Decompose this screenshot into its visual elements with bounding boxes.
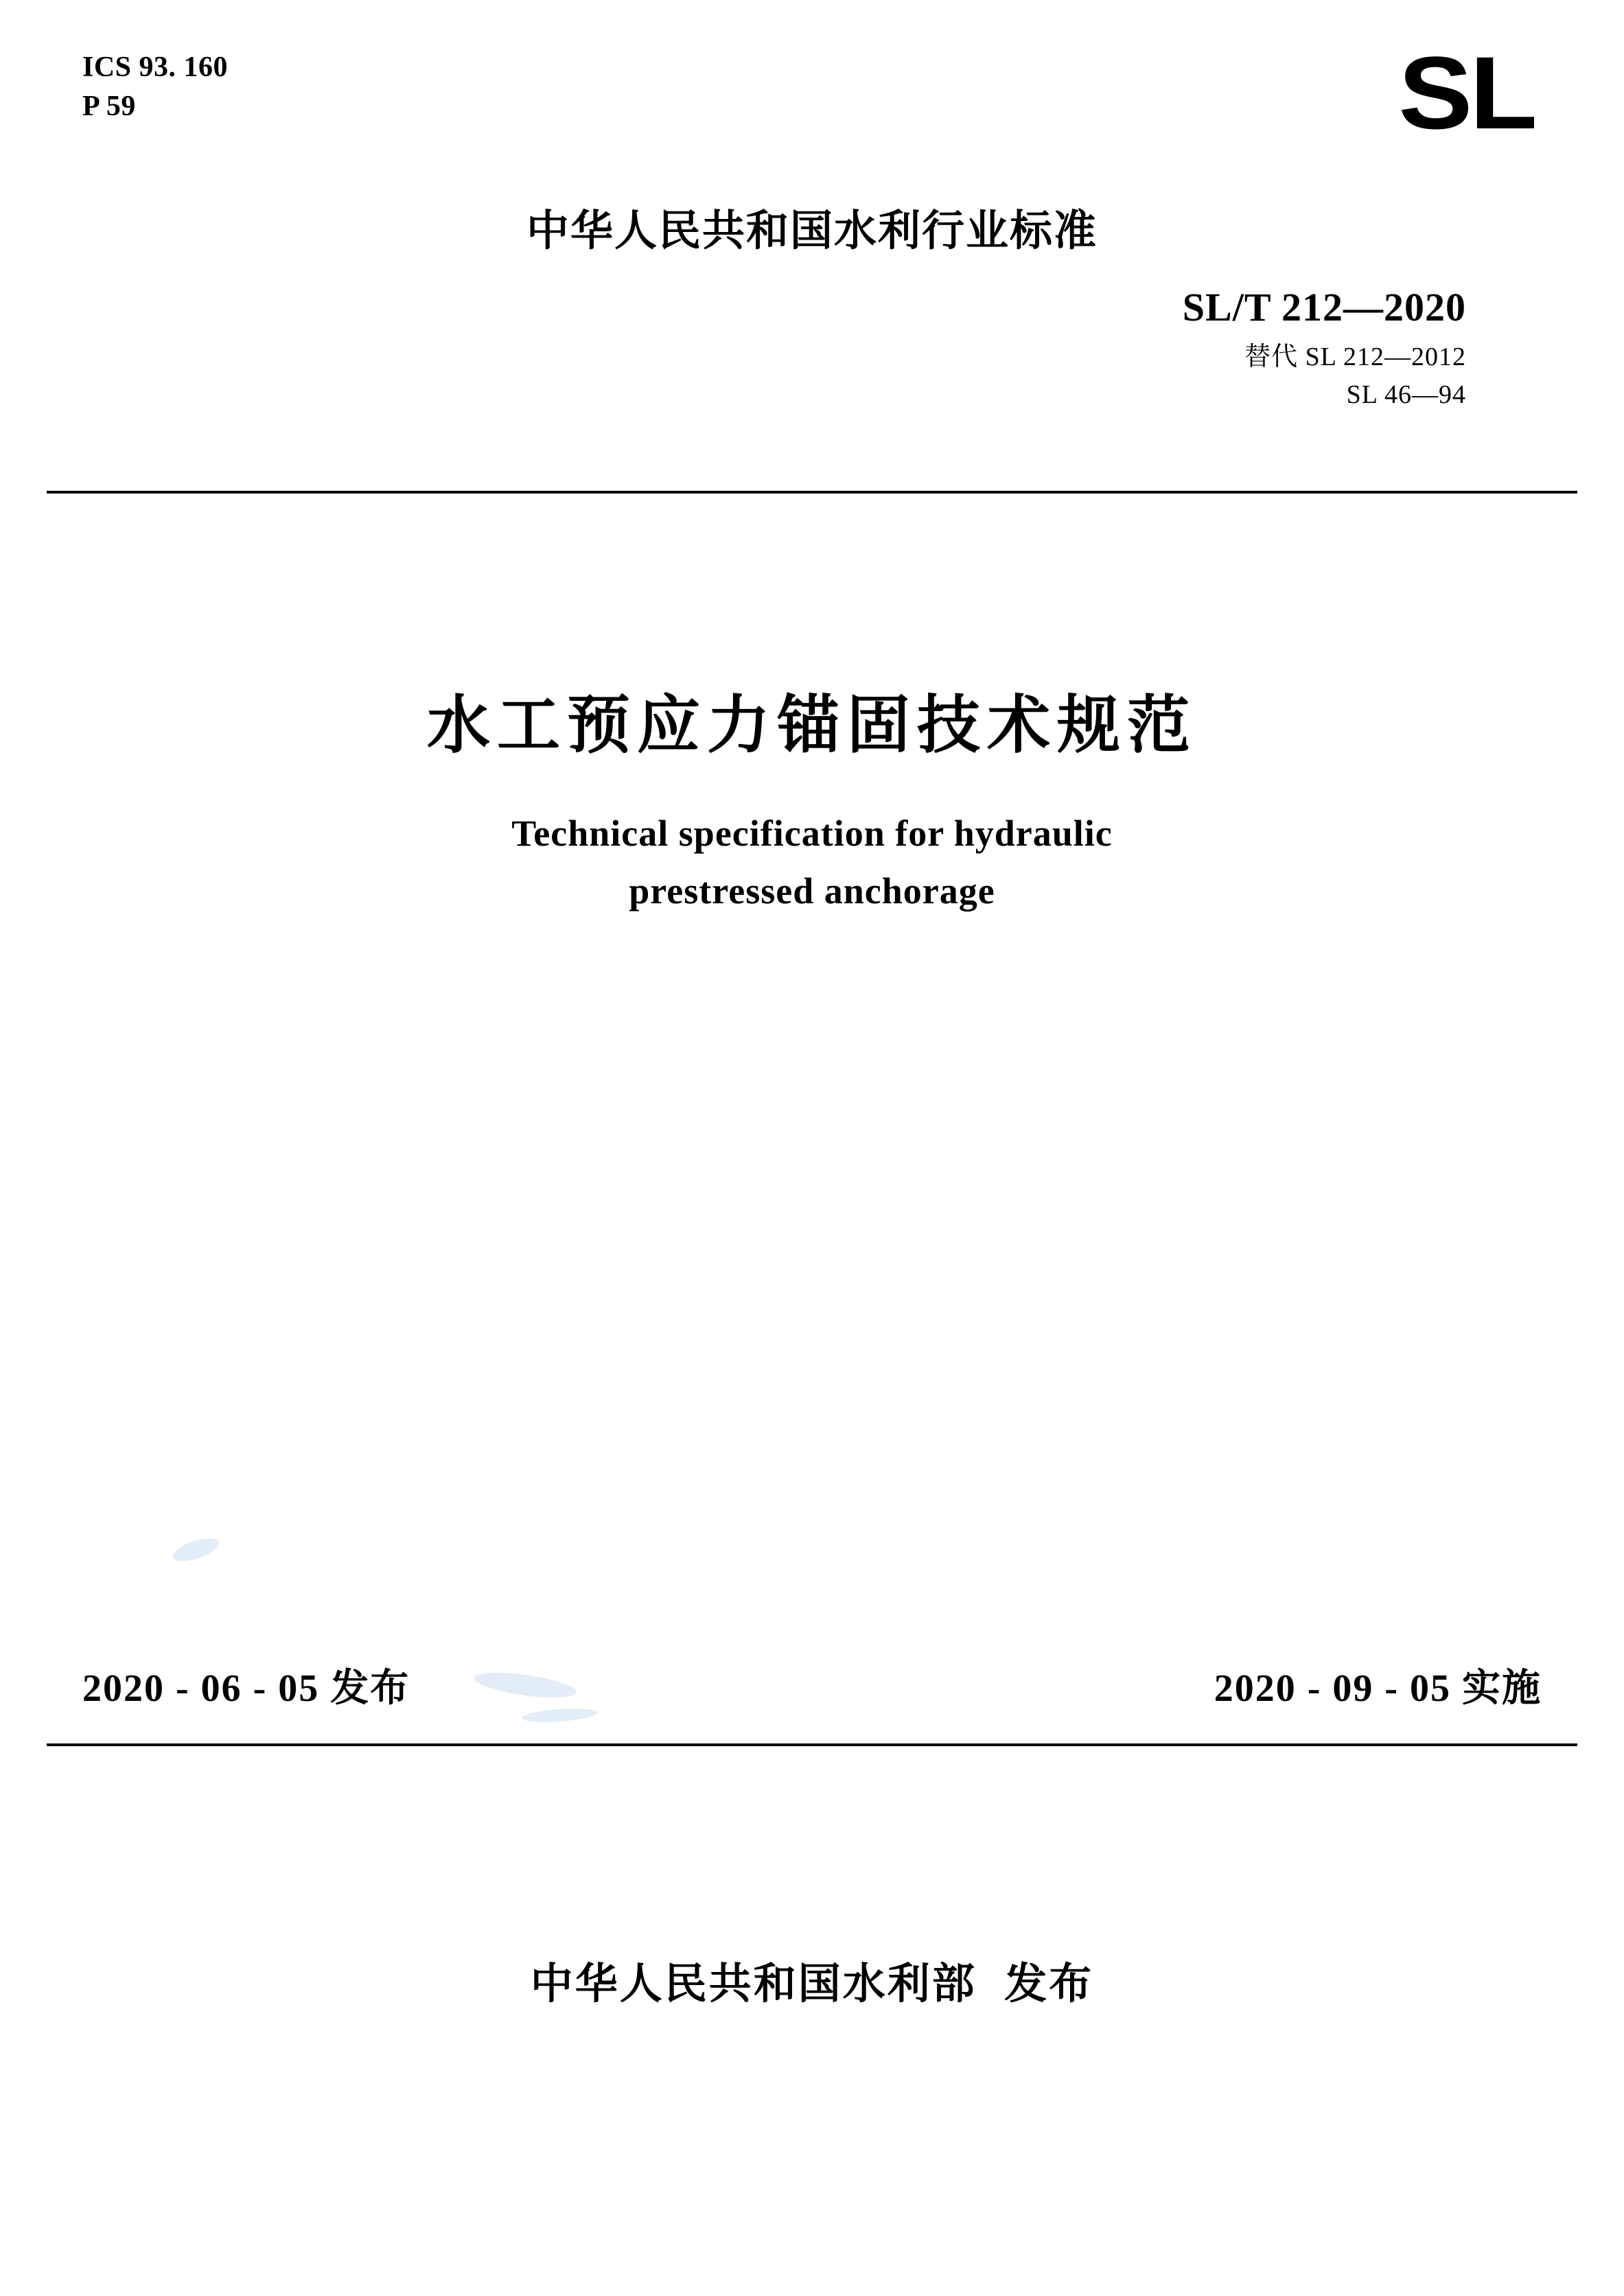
standard-identification-block: [82, 206, 1542, 415]
replaced-standards: [82, 338, 1542, 414]
replaced-standard-2: SL 46—94: [1346, 380, 1466, 410]
ics-classification-block: [82, 48, 228, 126]
title-english-line-2: prestressed anchorage: [629, 870, 995, 912]
footer-divider: [47, 1743, 1577, 1746]
issuing-authority-line: 中华人民共和国水利行业标准: [526, 207, 1098, 255]
title-chinese: 水工预应力锚固技术规范: [426, 691, 1197, 761]
standard-number: SL/T 212—2020: [1182, 285, 1466, 330]
ics-code: ICS 93. 160: [82, 51, 229, 83]
header-divider: [47, 491, 1577, 494]
dates-row: [82, 1658, 1542, 1713]
title-english: [110, 805, 1514, 920]
effective-date: 2020 - 09 - 05 实施: [1214, 1667, 1542, 1710]
title-english-line-1: Technical specification for hydraulic: [511, 813, 1113, 854]
issue-date: 2020 - 06 - 05 发布: [82, 1667, 410, 1710]
cover-header: [82, 35, 1542, 199]
replaced-standard-1: 替代 SL 212—2012: [1244, 343, 1466, 372]
title-block: [110, 686, 1514, 920]
publisher-line: 中华人民共和国水利部 发布: [530, 1960, 1094, 2008]
scan-artifact: [170, 1534, 222, 1566]
classification-code: P 59: [82, 90, 136, 122]
sl-logo: SL: [1398, 35, 1535, 150]
